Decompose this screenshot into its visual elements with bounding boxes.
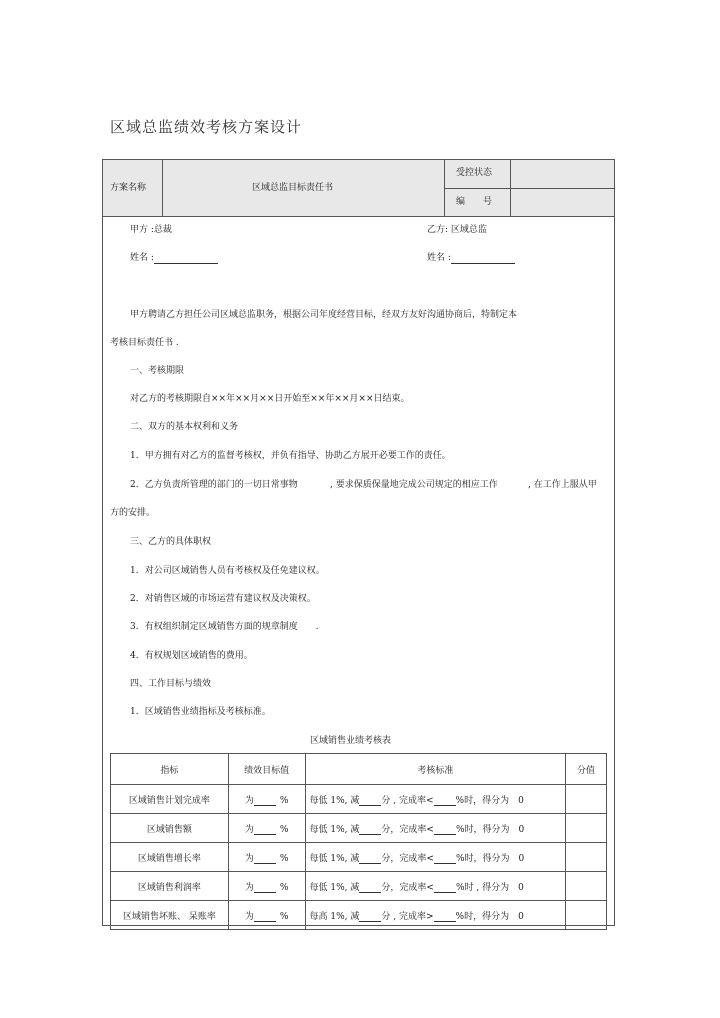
indicator-cell: 区域销售额	[111, 814, 229, 843]
performance-table	[110, 753, 607, 930]
party-b: 乙方: 区域总监	[427, 225, 487, 235]
table-header-row	[111, 754, 607, 785]
col-header-target: 绩效目标值	[228, 754, 305, 785]
section-2-item-2d: 方的安排。	[110, 508, 156, 518]
table-row	[111, 843, 607, 872]
score-cell	[566, 901, 607, 930]
name-a-label: 姓名 :	[130, 253, 154, 263]
score-cell	[566, 785, 607, 814]
party-a: 甲方 :总裁	[130, 225, 172, 235]
standard-cell: 每低 1%, 减 分，完成率< %时，得分为 0	[305, 814, 566, 843]
name-a-blank	[154, 253, 218, 264]
section-3-item-3: 3．有权组织制定区域销售方面的规章制度 .	[130, 622, 319, 632]
score-cell	[566, 872, 607, 901]
indicator-cell: 区域销售利润率	[111, 872, 229, 901]
score-cell	[566, 814, 607, 843]
score-cell	[566, 843, 607, 872]
section-1-text: 对乙方的考核期限自××年××月××日开始至××年××月××日结束。	[130, 394, 410, 404]
table-row	[111, 901, 607, 930]
number-label: 编 号	[456, 197, 493, 207]
plan-name-value: 区域总监目标责任书	[252, 183, 334, 193]
indicator-cell: 区域销售坏账、 呆账率	[111, 901, 229, 930]
col-header-indicator: 指标	[111, 754, 229, 785]
section-2-item-1: 1．甲方拥有对乙方的监督考核权，并负有指导、协助乙方展开必要工作的责任。	[130, 451, 451, 461]
standard-cell: 每低 1%, 减 分，完成率< %时 , 得分为 0	[305, 872, 566, 901]
page-title: 区域总监绩效考核方案设计	[110, 118, 303, 136]
section-3-item-4: 4．有权规划区域销售的费用。	[130, 651, 253, 661]
table-row	[111, 872, 607, 901]
name-b-field	[427, 252, 515, 264]
name-a-field	[130, 252, 218, 264]
header-divider	[162, 159, 163, 217]
intro-line-2: 考核目标责任书 .	[110, 338, 179, 348]
header-divider	[444, 188, 615, 189]
target-cell: 为 %	[228, 785, 305, 814]
standard-cell: 每低 1%, 减 分 , 完成率< %时，得分为 0	[305, 785, 566, 814]
section-2-heading: 二、双方的基本权利和义务	[130, 422, 239, 432]
control-status-label: 受控状态	[456, 168, 493, 178]
col-header-score: 分值	[566, 754, 607, 785]
intro-line-1: 甲方聘请乙方担任公司区域总监职务，根据公司年度经营目标，经双方友好沟通协商后，特制定本	[130, 310, 518, 320]
section-2-item-2a: 2．乙方负责所管理的部门的一切日常事物	[130, 480, 298, 490]
table-row	[111, 814, 607, 843]
section-3-heading: 三、乙方的具体职权	[130, 537, 212, 547]
section-3-item-2: 2．对销售区域的市场运营有建议权及决策权。	[130, 594, 316, 604]
indicator-cell: 区域销售计划完成率	[111, 785, 229, 814]
section-3-item-1: 1．对公司区域销售人员有考核权及任免建议权。	[130, 566, 325, 576]
name-b-blank	[451, 253, 515, 264]
table-row	[111, 785, 607, 814]
section-4-heading: 四、工作目标与绩效	[130, 679, 212, 689]
target-cell: 为 %	[228, 872, 305, 901]
plan-name-label: 方案名称	[110, 183, 147, 193]
col-header-standard: 考核标准	[305, 754, 566, 785]
name-b-label: 姓名 :	[427, 253, 451, 263]
target-cell: 为 %	[228, 843, 305, 872]
section-4-item-1: 1．区域销售业绩指标及考核标准。	[130, 707, 271, 717]
target-cell: 为 %	[228, 901, 305, 930]
standard-cell: 每高 1%, 减 分 , 完成率> %时，得分为 0	[305, 901, 566, 930]
table-caption: 区域销售业绩考核表	[310, 736, 392, 746]
standard-cell: 每低 1%, 减 分，完成率< %时，得分为 0	[305, 843, 566, 872]
indicator-cell: 区域销售增长率	[111, 843, 229, 872]
target-cell: 为 %	[228, 814, 305, 843]
section-2-item-2c: , 在工作上服从甲	[528, 480, 597, 490]
section-1-heading: 一、考核期限	[130, 366, 185, 376]
section-2-item-2b: , 要求保质保量地完成公司规定的相应工作	[330, 480, 498, 490]
